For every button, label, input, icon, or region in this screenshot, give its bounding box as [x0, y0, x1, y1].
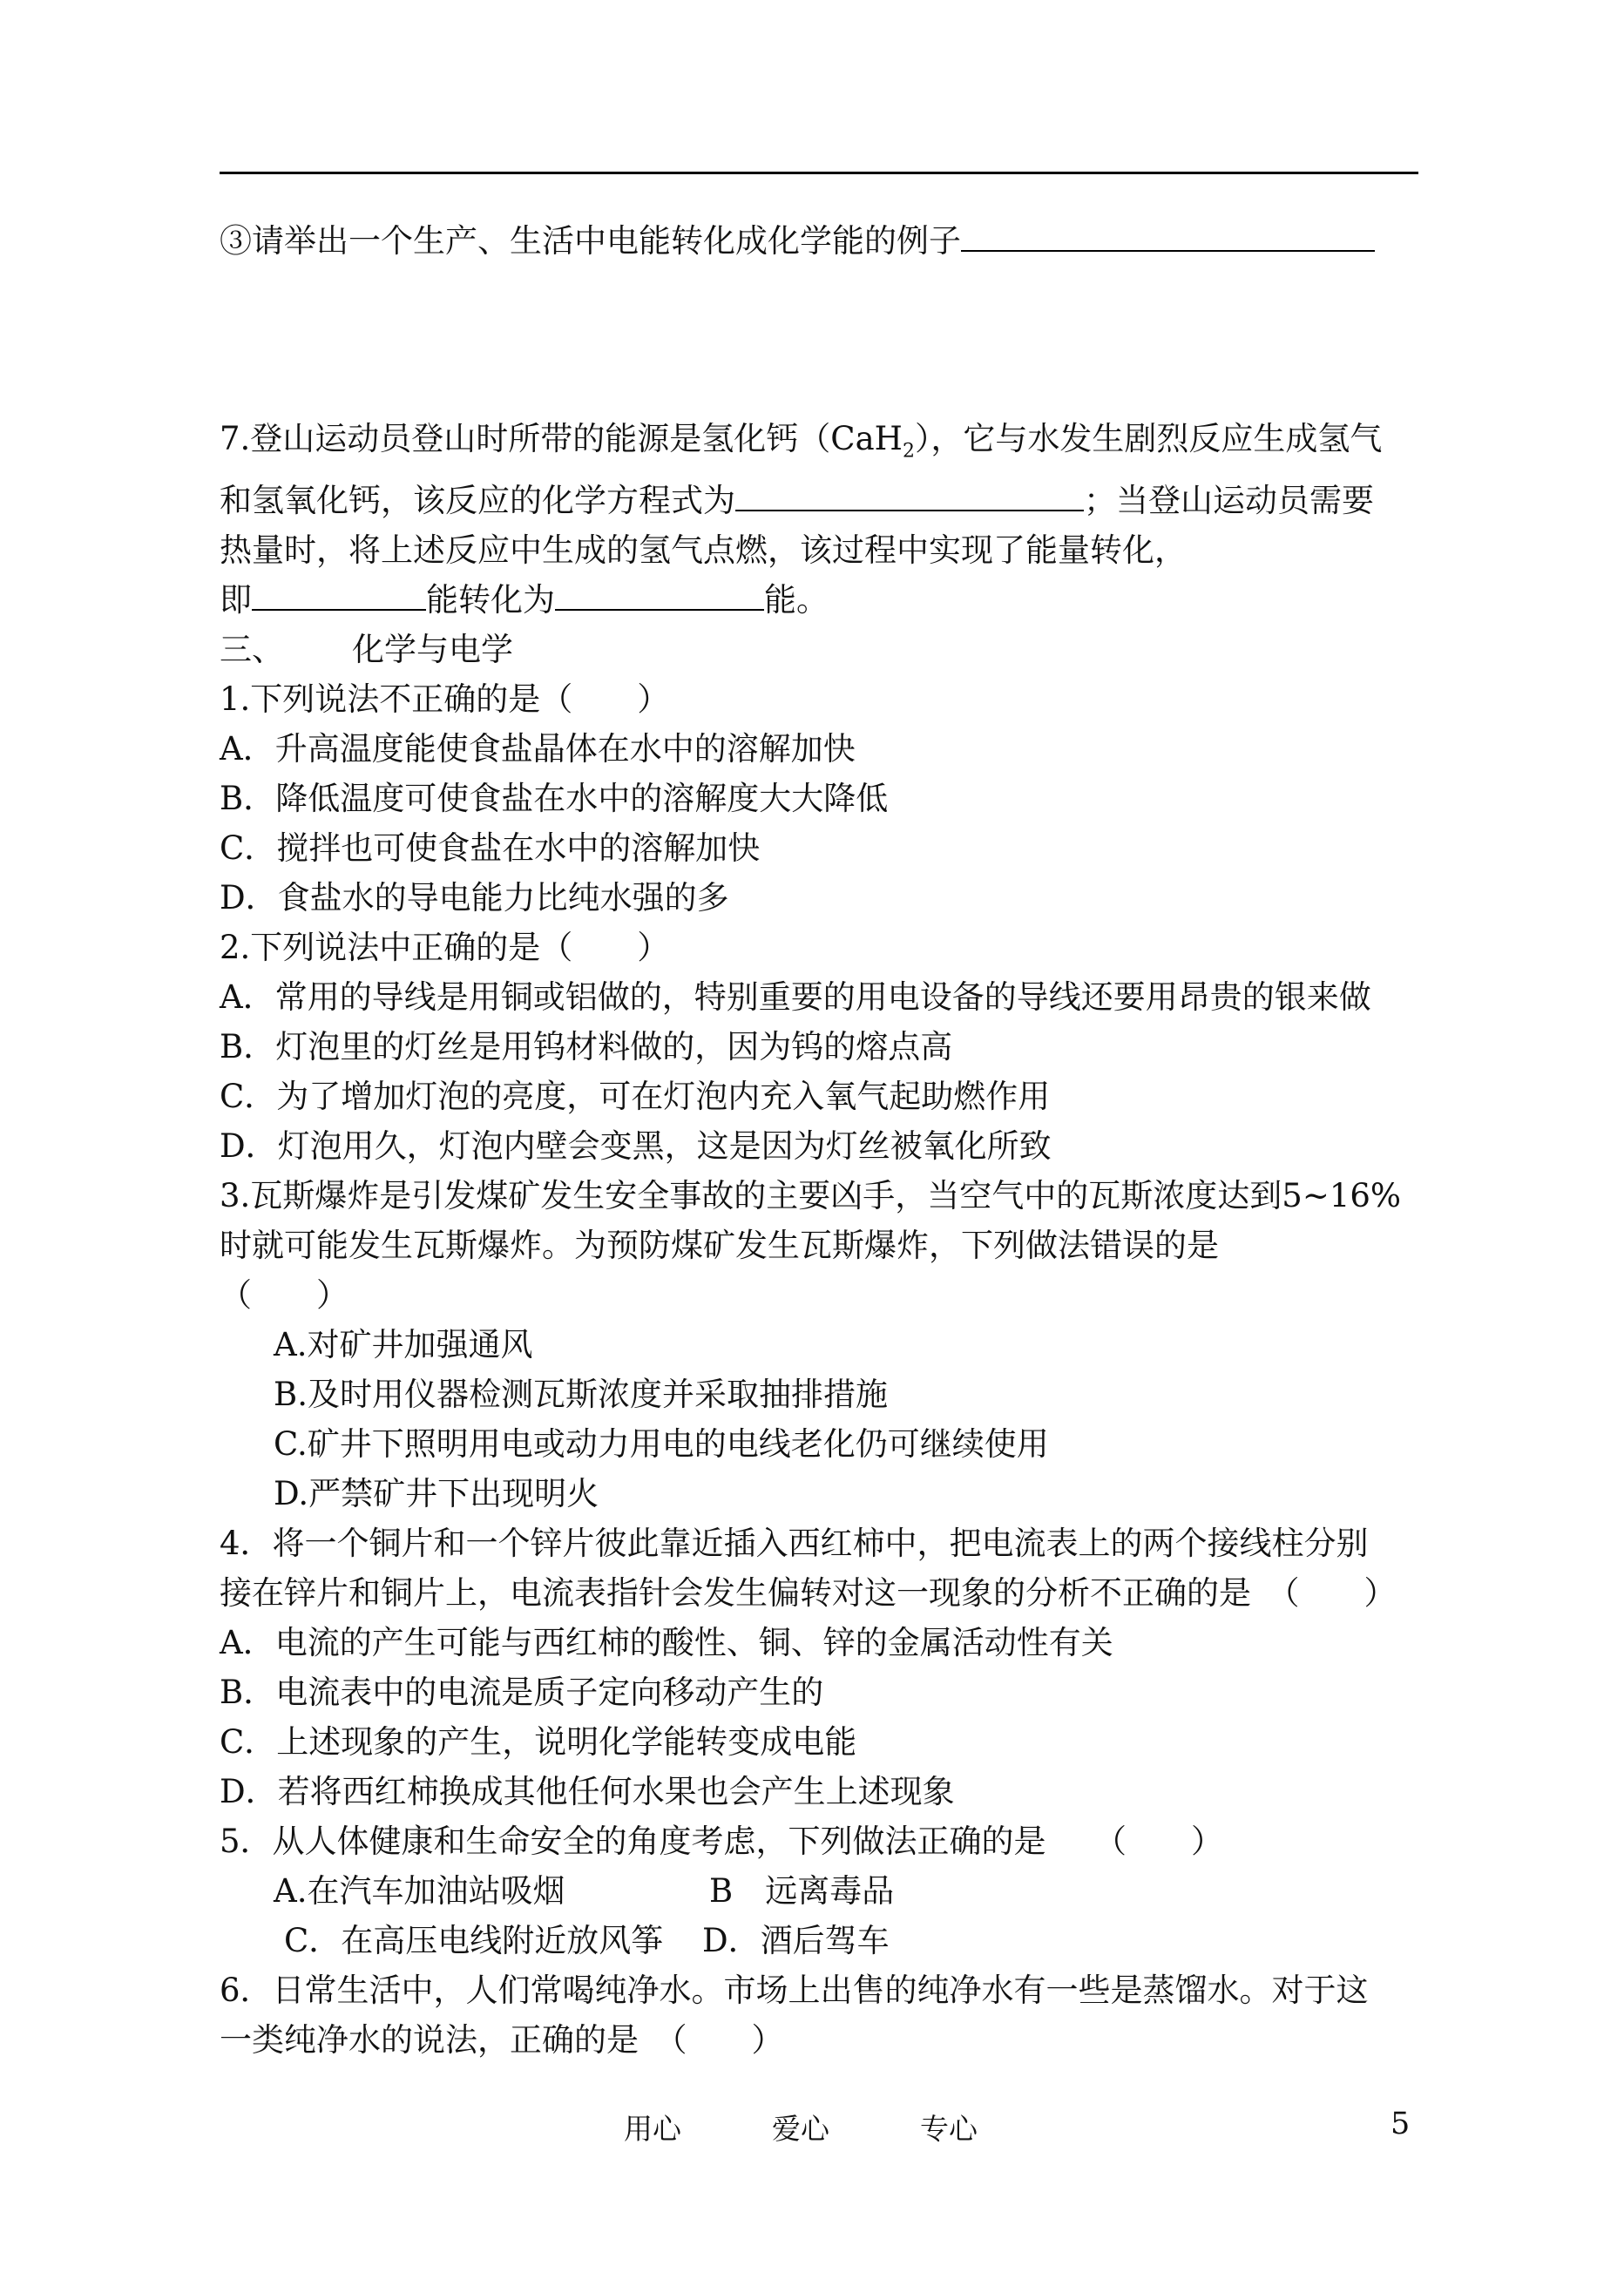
page-number: 5: [1391, 2107, 1411, 2141]
option-a: A.对矿井加强通风: [274, 1326, 533, 1364]
option-c: C．上述现象的产生，说明化学能转变成电能: [220, 1723, 857, 1762]
footer-slogan: [624, 2107, 1068, 2148]
option-a: A．电流的产生可能与西红柿的酸性、铜、锌的金属活动性有关: [220, 1624, 1113, 1662]
option-c: C．在高压电线附近放风筝: [284, 1922, 664, 1960]
footer-word: 专心: [920, 2112, 978, 2146]
options-row-1: [220, 1866, 1422, 1916]
question-line: [220, 216, 1422, 266]
option-d: D．若将西红柿换成其他任何水果也会产生上述现象: [220, 1773, 955, 1811]
section-number: 三、: [220, 631, 284, 669]
option-a: A．升高温度能使食盐晶体在水中的溶解加快: [220, 730, 856, 768]
option-a: A．常用的导线是用铜或铝做的，特别重要的用电设备的导线还要用昂贵的银来做: [220, 978, 1371, 1017]
question-text: 即: [220, 581, 252, 619]
question-3-line-3: （ ）: [220, 1276, 348, 1315]
energy-blank-2[interactable]: [555, 576, 764, 611]
option-b: B.及时用仪器检测瓦斯浓度并采取抽排措施: [274, 1376, 888, 1414]
question-7-line-3: [220, 525, 1422, 575]
question-text: ③请举出一个生产、生活中电能转化成化学能的例子: [220, 222, 961, 260]
header-rule: [220, 172, 1418, 174]
footer-word: 用心: [624, 2112, 681, 2146]
question-4-line-2: 接在锌片和铜片上，电流表指针会发生偏转对这一现象的分析不正确的是 （ ）: [220, 1574, 1397, 1613]
option-d: D.严禁矿井下出现明火: [274, 1475, 599, 1513]
question-6-line-1: 6．日常生活中，人们常喝纯净水。市场上出售的纯净水有一些是蒸馏水。对于这: [220, 1972, 1369, 2010]
question-1: 1.下列说法不正确的是（ ）: [220, 680, 670, 719]
option-c: C．搅拌也可使食盐在水中的溶解加快: [220, 829, 761, 868]
option-d: D．灯泡用久，灯泡内壁会变黑，这是因为灯丝被氧化所致: [220, 1127, 1052, 1166]
question-7-line-2: [220, 476, 1422, 525]
options-row-2: [220, 1916, 1422, 1965]
option-b: B．灯泡里的灯丝是用钨材料做的，因为钨的熔点高: [220, 1028, 953, 1066]
answer-blank[interactable]: [961, 217, 1375, 252]
option-b: B．电流表中的电流是质子定向移动产生的: [220, 1674, 824, 1712]
question-text: ），它与水发生剧烈反应生成氢气: [914, 420, 1383, 457]
footer-word: 爱心: [772, 2112, 829, 2146]
option-a: A.在汽车加油站吸烟: [274, 1872, 565, 1911]
option-c: C．为了增加灯泡的亮度，可在灯泡内充入氧气起助燃作用: [220, 1078, 1051, 1116]
question-text: 和氢氧化钙，该反应的化学方程式为: [220, 482, 735, 520]
question-2: 2.下列说法中正确的是（ ）: [220, 929, 670, 967]
question-text: ；当登山运动员需要: [1084, 482, 1374, 520]
option-d: D．食盐水的导电能力比纯水强的多: [220, 879, 729, 917]
question-text: 热量时，将上述反应中生成的氢气点燃，该过程中实现了能量转化，: [220, 531, 1187, 570]
document-body: [220, 216, 1422, 2065]
question-5: 5．从人体健康和生命安全的角度考虑，下列做法正确的是 （ ）: [220, 1823, 1224, 1861]
option-d: D．酒后驾车: [702, 1922, 890, 1960]
option-c: C.矿井下照明用电或动力用电的电线老化仍可继续使用: [274, 1425, 1049, 1464]
question-6-line-2: 一类纯净水的说法，正确的是 （ ）: [220, 2021, 784, 2060]
option-b: B 远离毒品: [709, 1872, 895, 1911]
question-7-line-1: [220, 414, 1422, 476]
question-3-line-2: 时就可能发生瓦斯爆炸。为预防煤矿发生瓦斯爆炸，下列做法错误的是: [220, 1227, 1219, 1265]
section-title: [220, 625, 1422, 674]
question-4-line-1: 4．将一个铜片和一个锌片彼此靠近插入西红柿中，把电流表上的两个接线柱分别: [220, 1525, 1369, 1563]
question-text: 能转化为: [426, 581, 555, 619]
subscript: 2: [902, 440, 915, 463]
question-7-line-4: [220, 575, 1422, 625]
energy-blank-1[interactable]: [252, 576, 426, 611]
question-3-line-1: 3.瓦斯爆炸是引发煤矿发生安全事故的主要凶手，当空气中的瓦斯浓度达到5~16%: [220, 1177, 1402, 1215]
question-text: 7.登山运动员登山时所带的能源是氢化钙（CaH: [220, 420, 903, 457]
section-heading: 化学与电学: [352, 631, 513, 669]
option-b: B．降低温度可使食盐在水中的溶解度大大降低: [220, 780, 889, 818]
question-text: 能。: [764, 581, 829, 619]
equation-blank[interactable]: [735, 477, 1084, 511]
